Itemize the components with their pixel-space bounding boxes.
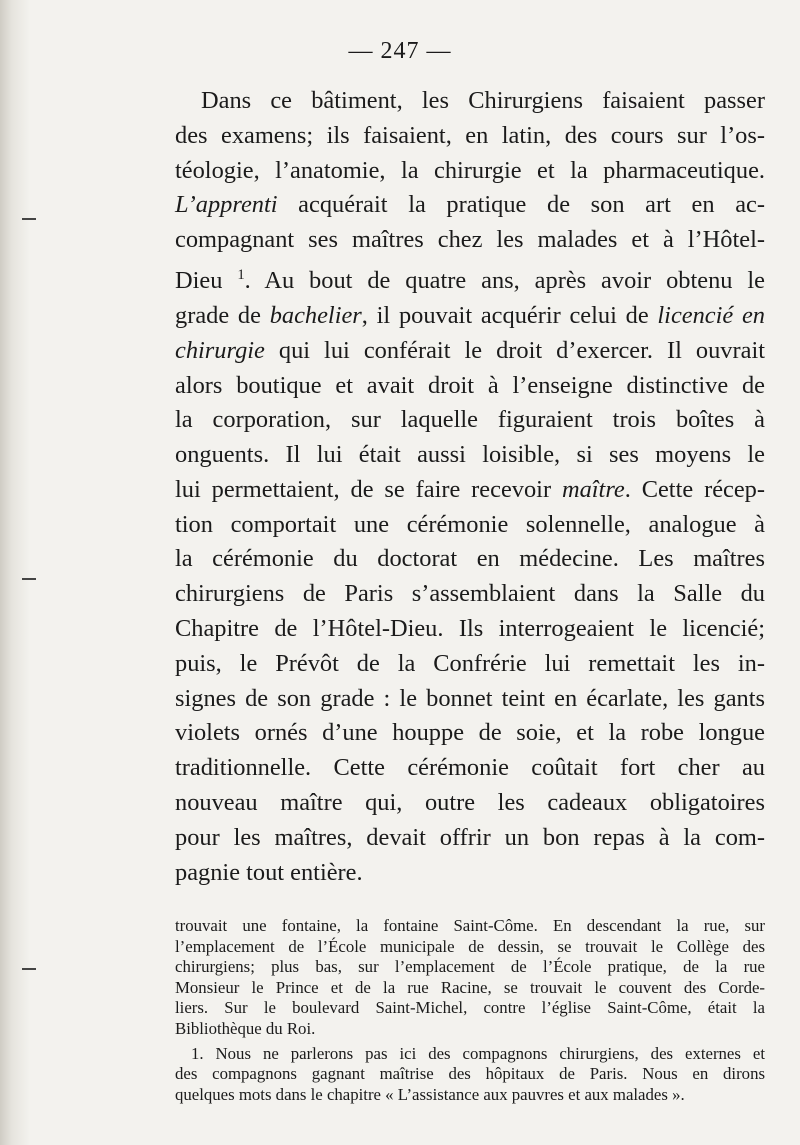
footnote-line: chirurgiens; plus bas, sur l’emplacement de l’École pratique, de la rue bbox=[175, 957, 765, 977]
text-line: Chapitre de l’Hôtel-Dieu. Ils interrogeaient le licencié; bbox=[175, 615, 765, 643]
italic-term: bachelier bbox=[269, 301, 362, 329]
text-segment: lui permettaient, de se faire recevoir bbox=[175, 475, 562, 503]
text-line: nouveau maître qui, outre les cadeaux obligatoires bbox=[175, 789, 765, 817]
main-text bbox=[175, 84, 765, 890]
text-segment: . Cette récep- bbox=[624, 475, 765, 503]
text-line: traditionnelle. Cette cérémonie coûtait fort cher au bbox=[175, 754, 765, 782]
text-line bbox=[175, 473, 765, 508]
text-line: pagnie tout entière. bbox=[175, 858, 363, 886]
text-line: la cérémonie du doctorat en médecine. Les maîtres bbox=[175, 545, 765, 573]
edge-mark bbox=[22, 578, 36, 580]
text-segment: acquérait la pratique de son art en ac- bbox=[277, 191, 765, 219]
text-line: puis, le Prévôt de la Confrérie lui remettait les in- bbox=[175, 649, 765, 677]
footnote-line: liers. Sur le boulevard Saint-Michel, contre l’église Saint-Côme, était la bbox=[175, 998, 765, 1018]
footnotes bbox=[175, 916, 765, 1105]
text-line: des examens; ils faisaient, en latin, des cours sur l’os- bbox=[175, 121, 765, 149]
text-line: pour les maîtres, devait offrir un bon repas à la com- bbox=[175, 823, 765, 851]
binding-edge bbox=[0, 0, 30, 1145]
footnote-1-line: des compagnons gagnant maîtrise des hôpitaux de Paris. Nous en dirons bbox=[175, 1064, 765, 1084]
text-line: téologie, l’anatomie, la chirurgie et la pharmaceutique. bbox=[175, 156, 765, 184]
text-line: onguents. Il lui était aussi loisible, si ses moyens le bbox=[175, 441, 765, 469]
text-line bbox=[175, 258, 765, 299]
text-line: compagnant ses maîtres chez les malades et à l’Hôtel- bbox=[175, 226, 765, 254]
text-line bbox=[175, 334, 765, 369]
text-line bbox=[175, 299, 765, 334]
text-segment: . Au bout de quatre ans, après avoir obtenu le bbox=[244, 267, 766, 295]
text-line: tion comportait une cérémonie solennelle, analogue à bbox=[175, 510, 765, 538]
footnote-line: Bibliothèque du Roi. bbox=[175, 1018, 316, 1038]
italic-term: licencié en bbox=[657, 301, 765, 329]
text-line: alors boutique et avait droit à l’enseigne distinctive de bbox=[175, 371, 765, 399]
footnote-1-line: quelques mots dans le chapitre « L’assistance aux pauvres et aux malades ». bbox=[175, 1084, 685, 1104]
text-line bbox=[175, 188, 765, 223]
footnote-ref: 1 bbox=[237, 266, 245, 283]
footnote-line: trouvait une fontaine, la fontaine Saint-Côme. En descendant la rue, sur bbox=[175, 916, 765, 935]
text-line: Dans ce bâtiment, les Chirurgiens faisaient passer bbox=[201, 87, 765, 114]
text-segment: grade de bbox=[175, 301, 270, 329]
text-segment: Dieu bbox=[175, 267, 238, 295]
text-segment: qui lui conférait le droit d’exercer. Il ouvrait bbox=[264, 336, 765, 364]
edge-mark bbox=[22, 218, 36, 220]
italic-term: maître bbox=[561, 475, 625, 503]
text-line: chirurgiens de Paris s’assemblaient dans la Salle du bbox=[175, 580, 765, 608]
edge-mark bbox=[22, 968, 36, 970]
page-number: — 247 — bbox=[348, 38, 452, 64]
footnote-line: l’emplacement de l’École municipale de dessin, se trouvait le Collège des bbox=[175, 936, 765, 956]
footnote-line: Monsieur le Prince et de la rue Racine, se trouvait le couvent des Corde- bbox=[175, 977, 765, 997]
italic-term: L’apprenti bbox=[175, 191, 278, 219]
text-line: violets ornés d’une houppe de soie, et la robe longue bbox=[175, 719, 765, 747]
footnote-1-line: 1. Nous ne parlerons pas ici des compagnons chirurgiens, des externes et bbox=[191, 1043, 765, 1063]
text-line: la corporation, sur laquelle figuraient trois boîtes à bbox=[175, 406, 765, 434]
text-line: signes de son grade : le bonnet teint en écarlate, les gants bbox=[175, 684, 765, 712]
italic-term: chirurgie bbox=[175, 336, 265, 364]
text-segment: , il pouvait acquérir celui de bbox=[361, 301, 658, 329]
